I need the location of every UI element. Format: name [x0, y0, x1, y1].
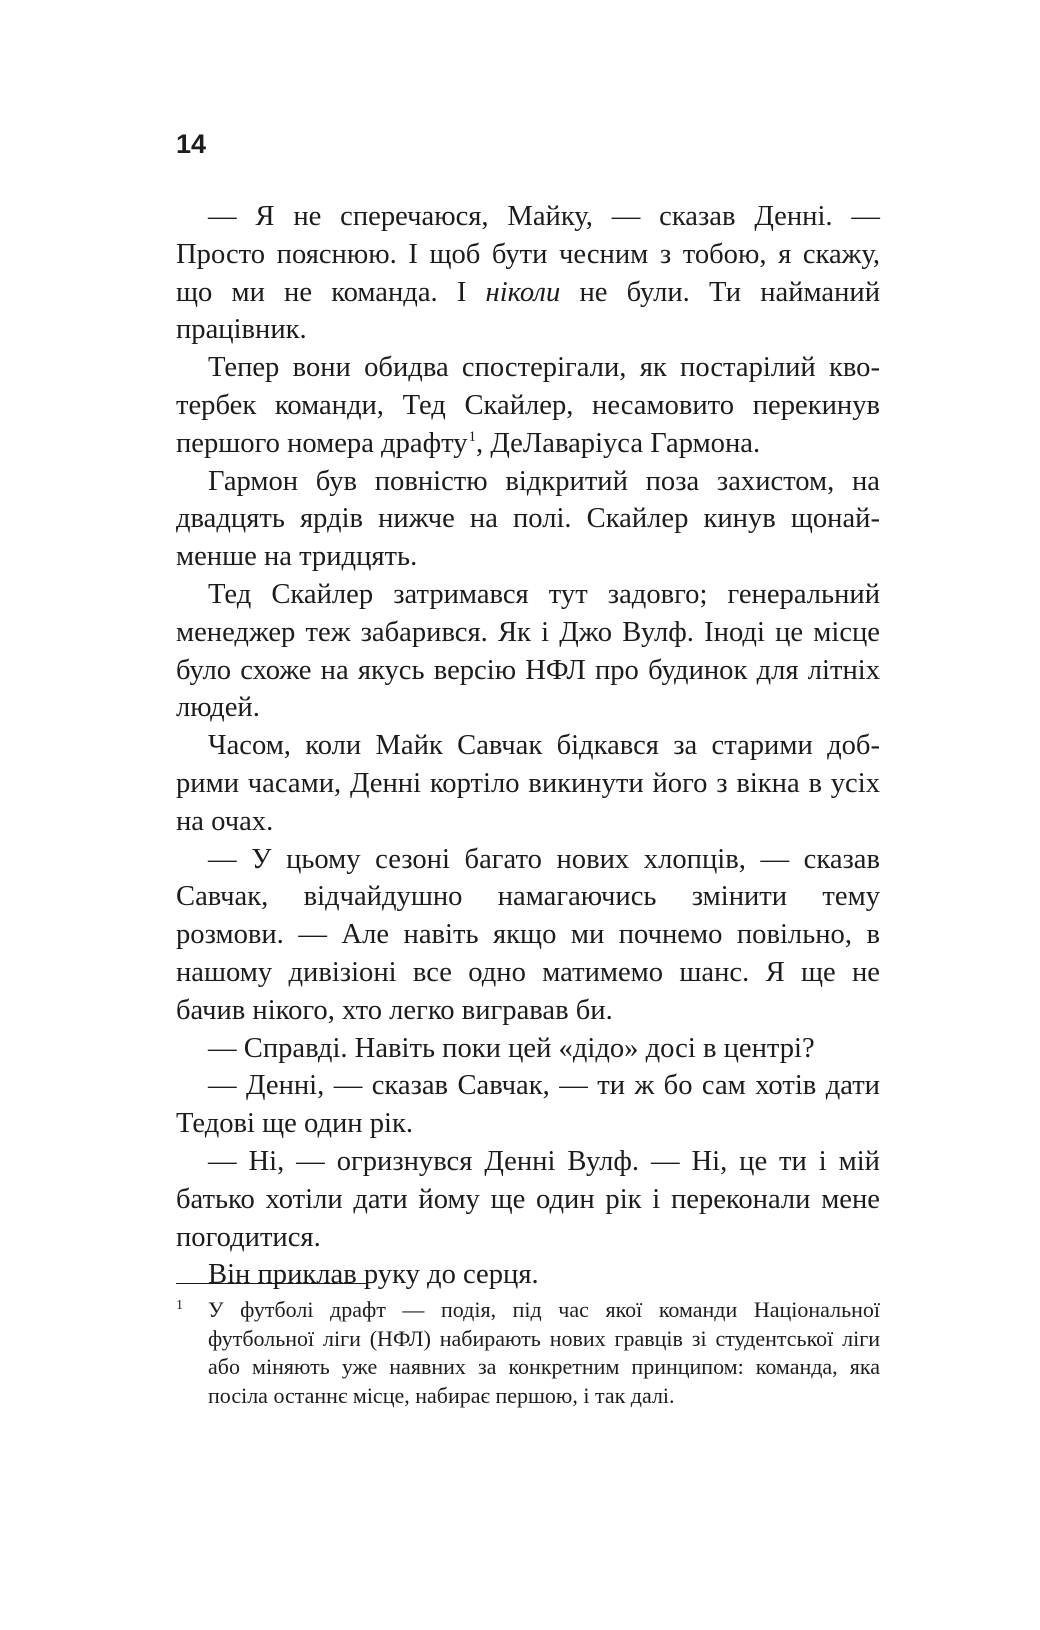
paragraph-2	[176, 349, 880, 462]
paragraph-6: — У цьому сезоні багато нових хлопців, — сказав Савчак, відчайдушно намагаючись змінити тему розмови. — Але навіть якщо ми почнемо повільно, в нашому дивізіоні все одно матимемо шанс. Я ще не бачив нікого, хто легко вигравав би.	[176, 843, 880, 1026]
footnote	[176, 1296, 880, 1410]
footnote-text: У футболі драфт — подія, під час якої команди Національної футбольної ліги (НФЛ) набирають нових гравців зі студентської ліги або міняють уже наявних за конкретним принципом: команда, яка посіла останнє місце, набирає першою, і так далі.	[208, 1297, 880, 1408]
emphasis-word: ніколи	[485, 276, 561, 308]
paragraph-5: Часом, коли Майк Савчак бідкався за старими добрими часами, Денні кортіло викинути його з вікна в усіх на очах.	[176, 730, 880, 837]
paragraph-1-part-b: не були. Ти найманий працівник.	[176, 276, 880, 346]
paragraph-2-part-a: Тепер вони обидва спостерігали, як постарілий квотербек команди, Тед Скайлер, несамовито перекинув першого номера драфту	[176, 352, 880, 459]
body-text	[176, 198, 880, 1294]
paragraph-8: — Денні, — сказав Савчак, — ти ж бо сам хотів дати Тедові ще один рік.	[176, 1070, 880, 1140]
paragraph-7: — Справді. Навіть поки цей «дідо» досі в центрі?	[208, 1032, 815, 1064]
paragraph-3: Гармон був повністю відкритий поза захистом, на двадцять ярдів нижче на полі. Скайлер кинув щонайменше на тридцять.	[176, 465, 880, 573]
paragraph-10: Він приклав руку до серця.	[208, 1259, 539, 1291]
paragraph-4: Тед Скайлер затримався тут задовго; генеральний менеджер теж забарився. Як і Джо Вулф. Іноді це місце було схоже на якусь версію НФЛ про будинок для літніх людей.	[176, 578, 880, 724]
paragraph-9: — Ні, — огризнувся Денні Вулф. — Ні, це ти і мій батько хотіли дати йому ще один рік і переконали мене погодитися.	[176, 1145, 880, 1253]
paragraph-2-part-b: , ДеЛаваріуса Гармона.	[476, 427, 761, 459]
page-number: 14	[176, 129, 207, 159]
paragraph-1	[176, 198, 880, 349]
footnote-divider	[176, 1283, 368, 1284]
footnote-marker: 1	[176, 1298, 183, 1313]
footnote-reference[interactable]: 1	[468, 428, 477, 445]
paragraph-1-part-a: — Я не сперечаюся, Майку, — сказав Денні. — Просто пояснюю. І щоб бути чесним з тобою, я скажу, що ми не команда. І	[176, 201, 880, 308]
